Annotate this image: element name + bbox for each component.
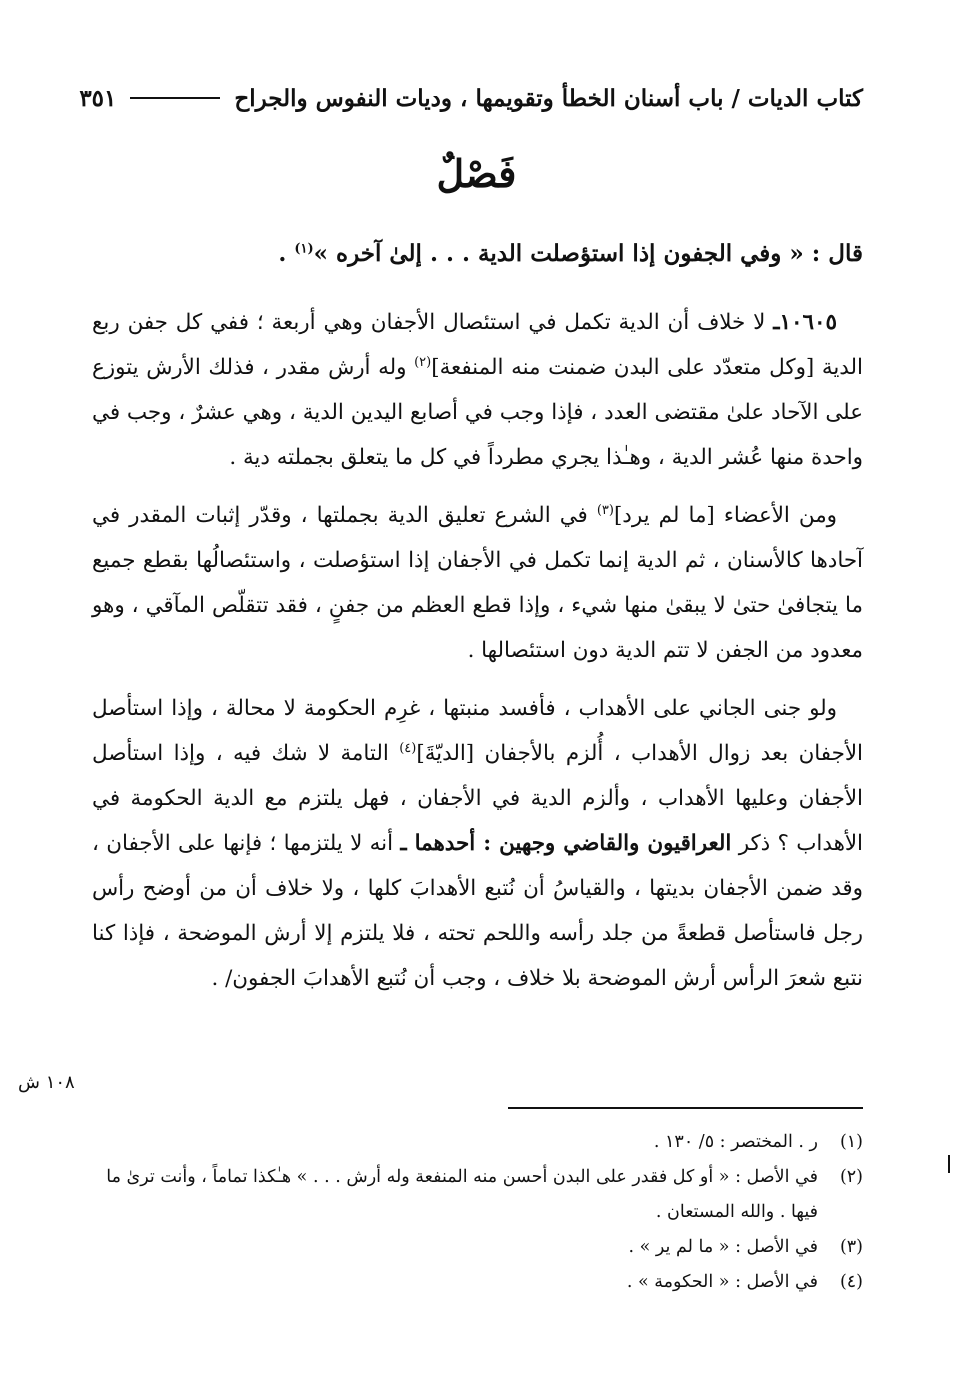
paragraph-3-part-b: التامة لا شك فيه ، وإذا استأصل الأجفان وعليها الأهداب ، وألزم الدية في الأجفان ، فهل يلتزم مع الدية الحكومة في الأهداب ؟ ذكر	[92, 741, 863, 856]
issue-number: ١٠٦٠٥ـ	[773, 310, 837, 335]
footnote-separator	[508, 1107, 863, 1109]
footnote-3	[92, 1230, 863, 1265]
footnote-text: في الأصل : « ما لم ير » .	[628, 1237, 818, 1257]
header-page-number-group	[79, 85, 234, 112]
footnote-1	[92, 1125, 863, 1160]
quoted-statement-text: قال : « وفي الجفون إذا استؤصلت الدية . . . إلىٰ آخره »	[313, 240, 863, 267]
footnote-text: في الأصل : « أو كل فقدر على البدن أحسن منه المنفعة وله أرش . . . » هـٰكذا تماماً ، وأنت ترىٰ ما فيها . والله المستعان .	[106, 1167, 818, 1222]
paragraph-2	[92, 493, 863, 673]
page-number: ٣٥١	[79, 84, 117, 112]
paragraph-3-bold: العراقيون والقاضي وجهين : أحدهما ـ	[400, 831, 732, 856]
footnote-ref-1[interactable]: (١)	[294, 241, 314, 257]
footnote-4	[92, 1265, 863, 1300]
footnote-text: في الأصل : « الحكومة » .	[626, 1272, 818, 1292]
footnote-ref-4[interactable]: (٤)	[399, 740, 417, 756]
running-header	[79, 78, 863, 118]
paragraph-2-part-a: ومن الأعضاء [ما لم يرد]	[613, 503, 837, 528]
quoted-statement-end: .	[278, 240, 295, 267]
paragraph-3-part-a: ولو جنى الجاني على الأهداب ، فأفسد منبتها ، غرِم الحكومة لا محالة ، وإذا استأصل الأجفان بعد زوال الأهداب ، أُلزم بالأجفان [الديّةَ]	[92, 696, 863, 766]
paragraph-10605	[92, 300, 863, 480]
footnote-text: ر . المختصر : ٥/ ١٣٠ .	[653, 1132, 818, 1152]
paragraph-1-part-b: وله أرش مقدر ، فذلك الأرش يتوزع على الآحاد علىٰ مقتضى العدد ، فإذا وجب في أصابع اليدين الدية ، وهي عشرٌ ، وجب في واحدة منها عُشر الدية ، وهـٰذا يجري مطرداً في كل ما يتعلق بجملته دية .	[92, 355, 863, 470]
footnotes	[92, 1125, 863, 1300]
main-text	[92, 300, 863, 1014]
footnote-ref-3[interactable]: (٣)	[596, 502, 614, 518]
footnote-number: (٢)	[839, 1167, 863, 1187]
manuscript-folio-note: ١٠٨ ش	[18, 1072, 75, 1093]
footnote-ref-2[interactable]: (٢)	[414, 354, 432, 370]
footnote-2	[92, 1160, 863, 1230]
footnote-number: (٤)	[839, 1272, 863, 1292]
header-title: كتاب الديات / باب أسنان الخطأ وتقويمها ، وديات النفوس والجراح	[234, 84, 863, 112]
section-heading: فَصْلٌ	[436, 151, 517, 196]
quoted-statement	[90, 235, 863, 273]
footnote-number: (١)	[839, 1132, 863, 1152]
scan-edge-mark	[948, 1155, 950, 1173]
paragraph-3	[92, 686, 863, 1001]
paragraph-1-part-a: لا خلاف أن الدية تكمل في استئصال الأجفان وهي أربعة ؛ ففي كل جفن ربع الدية [وكل متعدّد على البدن ضمنت منه المنفعة]	[92, 310, 863, 380]
paragraph-2-part-b: في الشرع تعليق الدية بجملتها ، وقدّر إثبات المقدر في آحادها كالأسنان ، ثم الدية إنما تكمل في الأجفان إذا استؤصلت ، واستئصالُها بقطع جميع ما يتجافىٰ حتىٰ لا يبقىٰ منها شيء ، وإذا قطع العظم من جفنٍ ، فقد تتقلّص المآقي ، وهو معدود من الجفن لا تتم الدية دون استئصالها .	[92, 503, 863, 663]
header-rule	[130, 97, 220, 99]
footnote-number: (٣)	[839, 1237, 863, 1257]
paragraph-3-part-c: أنه لا يلتزمها ؛ فإنها على الأجفان ، وقد ضمن الأجفان بديتها ، والقياسُ أن نُتبع الأهدابَ كلها ، ولا خلاف أن من أوضح رأس رجل فاستأصل قطعةً من جلد رأسه واللحم تحته ، فلا يلتزم إلا أرش الموضحة ، فإذا كنا نتبع شعرَ الرأس أرش الموضحة بلا خلاف ، وجب أن نُتبع الأهدابَ الجفون/ .	[92, 831, 863, 991]
